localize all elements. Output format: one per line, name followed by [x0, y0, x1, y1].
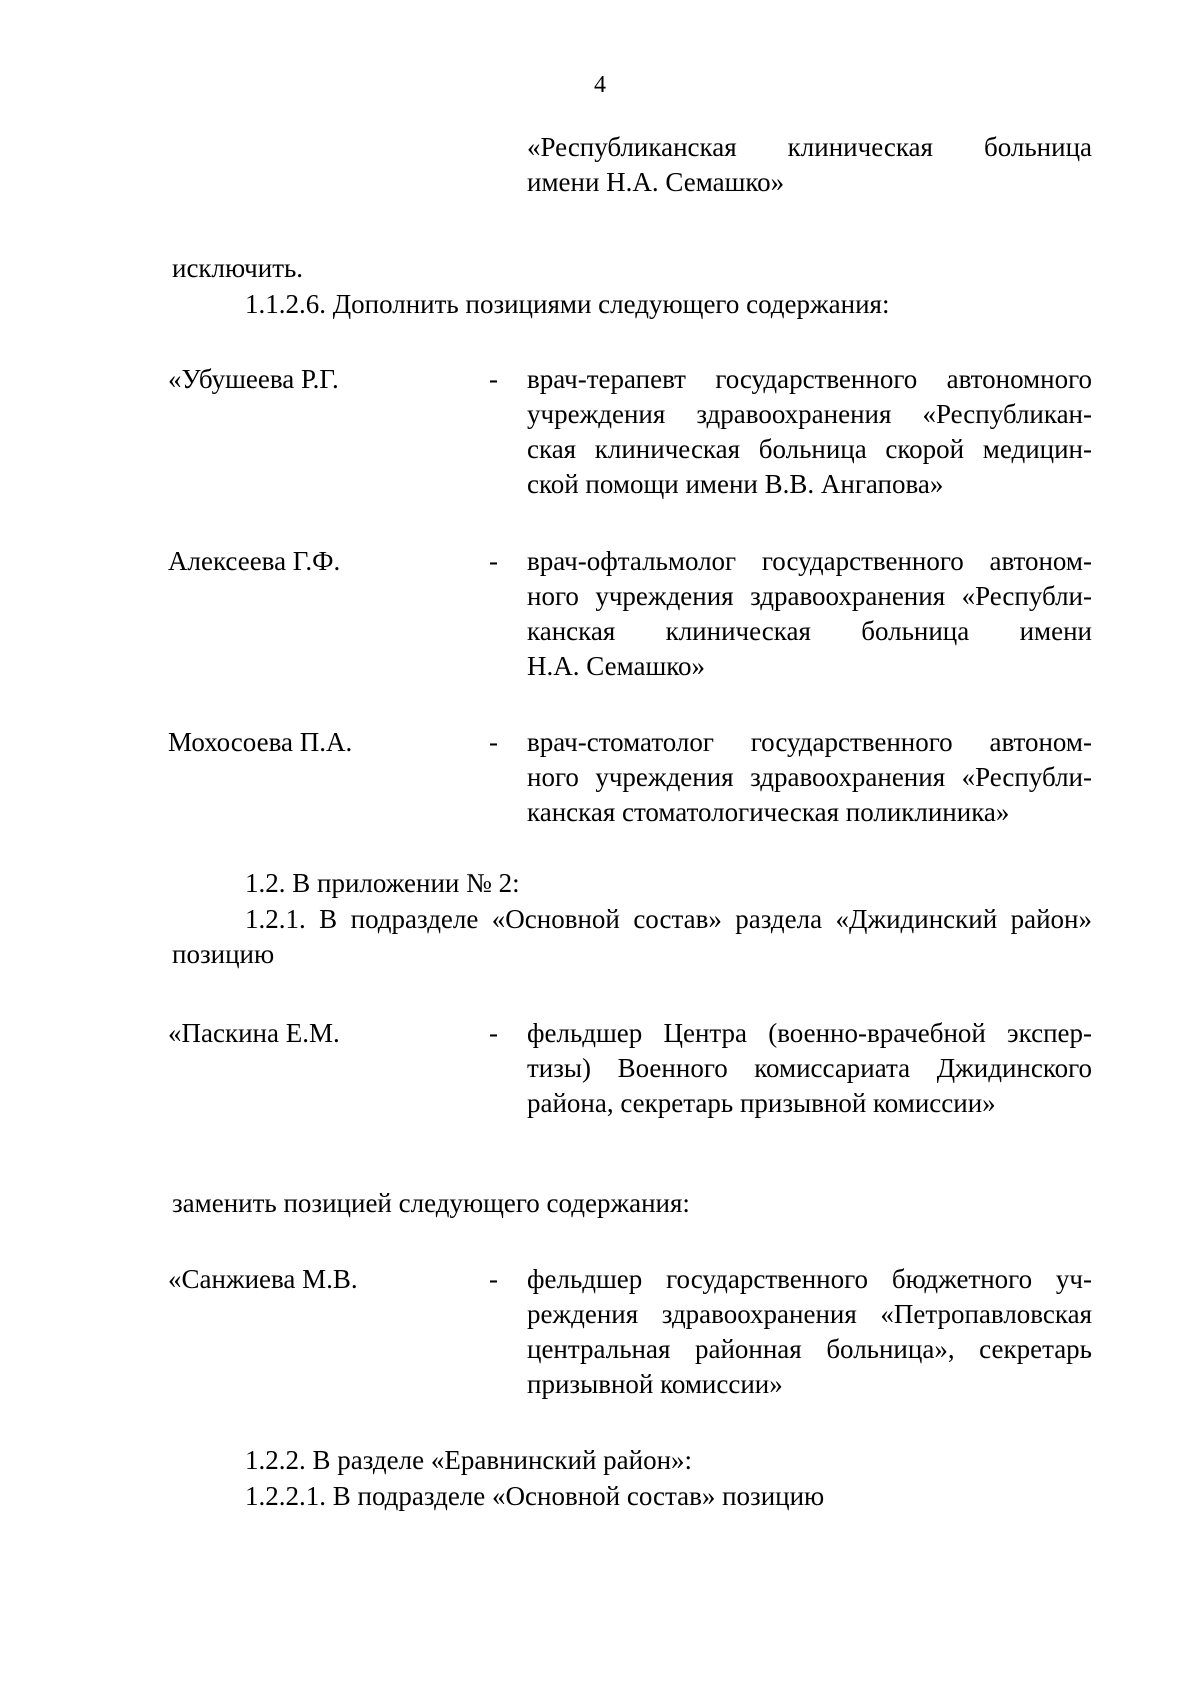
description-line: тизы) Военного комиссариата Джидинского [527, 1053, 1092, 1083]
clause-1-2-1 [172, 902, 1092, 972]
description-line: фельдшер государственного бюджетного уч- [527, 1264, 1092, 1294]
entry-dash: - [489, 727, 498, 757]
clause-1-2-1-line: 1.2.1. В подразделе «Основной состав» раздела «Джидинский район» [245, 904, 1092, 934]
clause-1-2: 1.2. В приложении № 2: [245, 868, 520, 898]
top-block-line: «Республиканская клиническая больница [527, 132, 1092, 162]
clause-1-2-2: 1.2.2. В разделе «Еравнинский район»: [245, 1445, 693, 1475]
description-line: канская стоматологическая поликлиника» [527, 797, 1010, 827]
entry-dash: - [489, 1018, 498, 1048]
member-description [527, 544, 1092, 684]
member-description [527, 1016, 1092, 1121]
description-line: реждения здравоохранения «Петропавловская [527, 1299, 1092, 1329]
clause-1-2-1-line: позицию [172, 939, 275, 969]
description-line: канская клиническая больница имени [527, 616, 1092, 646]
description-line: Н.А. Семашко» [527, 651, 705, 681]
top-continuation-block [527, 130, 1092, 200]
description-line: ской помощи имени В.В. Ангапова» [527, 469, 944, 499]
member-description [527, 1262, 1092, 1402]
member-name: Мохосоева П.А. [168, 727, 353, 757]
clause-1-2-2-1: 1.2.2.1. В подразделе «Основной состав» позицию [245, 1481, 825, 1511]
description-line: центральная районная больница», секретарь [527, 1334, 1092, 1364]
entry-dash: - [489, 1264, 498, 1294]
description-line: врач-терапевт государственного автономного [527, 364, 1092, 394]
member-description [527, 725, 1092, 830]
description-line: учреждения здравоохранения «Республикан- [527, 399, 1092, 429]
exclude-text: исключить. [172, 253, 304, 283]
top-block-line: имени Н.А. Семашко» [527, 167, 785, 197]
entry-dash: - [489, 364, 498, 394]
member-name: «Паскина Е.М. [168, 1018, 340, 1048]
replace-text: заменить позицией следующего содержания: [172, 1188, 690, 1218]
description-line: призывной комиссии» [527, 1369, 783, 1399]
entry-dash: - [489, 546, 498, 576]
member-name: Алексеева Г.Ф. [168, 546, 341, 576]
clause-1-1-2-6: 1.1.2.6. Дополнить позициями следующего содержания: [245, 289, 890, 319]
description-line: района, секретарь призывной комиссии» [527, 1088, 996, 1118]
page-number: 4 [594, 72, 606, 98]
member-name: «Санжиева М.В. [168, 1264, 358, 1294]
description-line: фельдшер Центра (военно-врачебной экспер- [527, 1018, 1092, 1048]
description-line: ская клиническая больница скорой медицин- [527, 434, 1092, 464]
description-line: врач-офтальмолог государственного автоном- [527, 546, 1092, 576]
member-name: «Убушеева Р.Г. [168, 364, 339, 394]
description-line: ного учреждения здравоохранения «Республи- [527, 581, 1092, 611]
description-line: врач-стоматолог государственного автоном- [527, 727, 1092, 757]
member-description [527, 362, 1092, 502]
description-line: ного учреждения здравоохранения «Республи- [527, 762, 1092, 792]
